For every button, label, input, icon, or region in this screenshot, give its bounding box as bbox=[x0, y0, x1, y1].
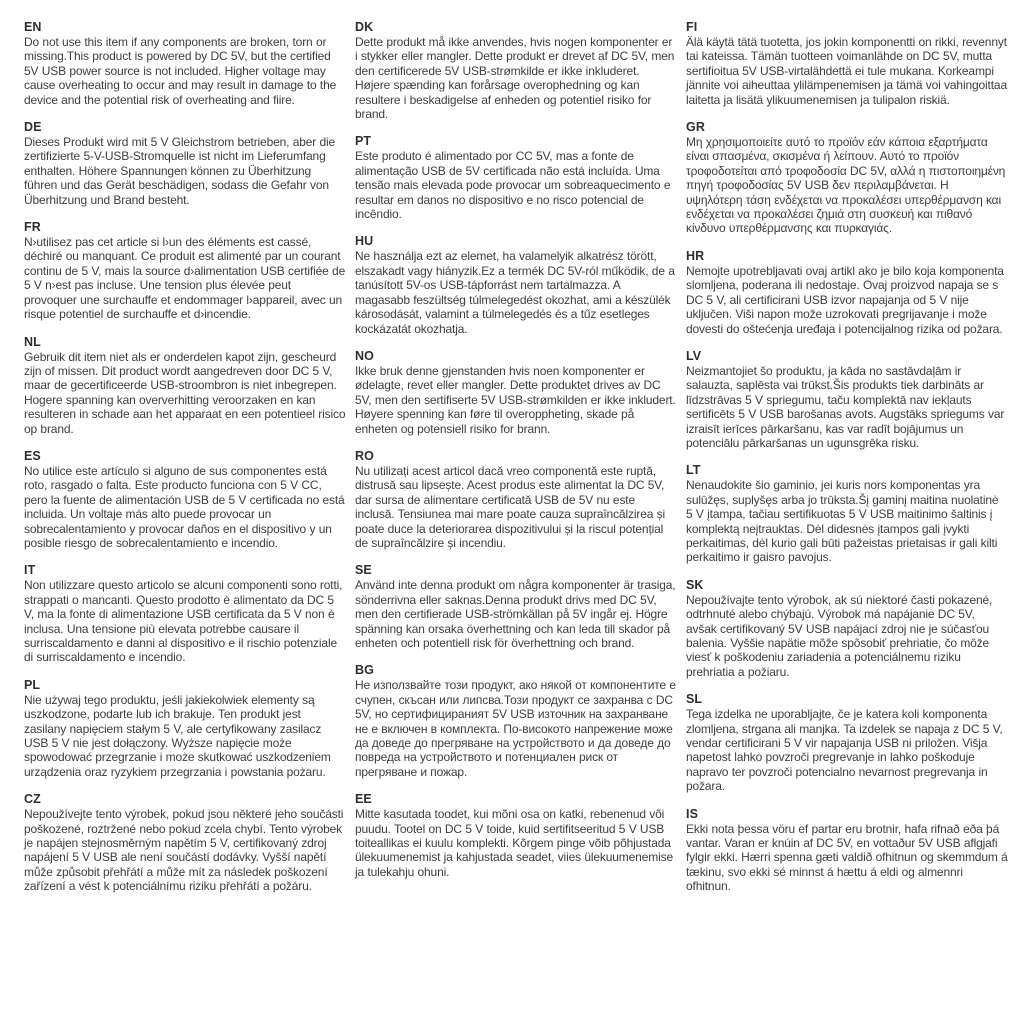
language-code-fi: FI bbox=[686, 20, 698, 34]
section-ro bbox=[355, 449, 677, 550]
section-gr bbox=[686, 120, 1008, 236]
language-code-it: IT bbox=[24, 563, 36, 578]
section-en bbox=[24, 20, 346, 107]
language-code-bg: BG bbox=[355, 663, 374, 678]
language-text-se: Använd inte denna produkt om några komponenter är trasiga, sönderrivna eller saknas.Denna produkt drivs med DC 5V, men den certifierade USB-strömkällan på 5V ingår ej. Högre spänning kan orsaka överhettning och kan leda till skador på enheten och potentiell risk för överhettning och brand. bbox=[355, 578, 676, 650]
section-nl bbox=[24, 335, 346, 436]
language-code-ee: EE bbox=[355, 792, 372, 807]
language-text-de: Dieses Produkt wird mit 5 V Gleichstrom betrieben, aber die zertifizierte 5-V-USB-Stromquelle ist nicht im Lieferumfang enthalten. Höhere Spannungen können zu Überhitzung führen und das Gerät beschädigen, sodass die Gefahr von Überhitzung und Brand besteht. bbox=[24, 135, 336, 207]
language-text-lv: Neizmantojiet šo produktu, ja kāda no sastāvdaļām ir salauzta, saplēsta vai trūkst.Šis produkts tiek darbināts ar līdzstrāvas 5 V spriegumu, taču komplektā nav iekļauts sertificēts 5 V USB barošanas avots. Augstāks spriegums var izraisīt ierīces pārkaršanu, kas var radīt bojājumus un potenciālu pārkaršanas un ugunsgrēka risku. bbox=[686, 363, 1005, 450]
language-text-fi: Älä käytä tätä tuotetta, jos jokin komponentti on rikki, revennyt tai kateissa. Tämän tuotteen voimanlähde on DC 5V, mutta sertifioitua 5V USB-virtalähdettä ei tule mukana. Korkeampi jännite voi aiheuttaa ylilämpenemisen ja tämä voi vahingoittaa laitetta ja lisätä ylikuumenemisen ja tulipalon riskiä. bbox=[686, 35, 1007, 107]
section-ee bbox=[355, 792, 677, 879]
language-code-lv: LV bbox=[686, 348, 702, 363]
language-text-sl: Tega izdelka ne uporabljajte, če je katera koli komponenta zlomljena, strgana ali manjka. Ta izdelek se napaja z DC 5 V, vendar certificirani 5 V vir napajanja USB ni priložen. Višja napetost lahko povzroči pregrevanje in lahko poškoduje napravo ter povzroči potencialno nevarnost pregrevanja in požara. bbox=[686, 707, 1003, 794]
section-se bbox=[355, 563, 677, 650]
section-pl bbox=[24, 678, 346, 779]
language-text-hr: Nemojte upotrebljavati ovaj artikl ako je bilo koja komponenta slomljena, poderana ili nedostaje. Ovaj proizvod napaja se s DC 5 V, ali certificirani USB izvor napajanja od 5 V nije uključen. Viši napon može uzrokovati pregrijavanje i može dovesti do oštećenja uređaja i potencijalnog rizika od požara. bbox=[686, 263, 1004, 336]
language-code-en: EN bbox=[24, 20, 42, 34]
language-code-fr: FR bbox=[24, 220, 41, 235]
column-2 bbox=[355, 20, 677, 1014]
language-text-bg: Не използвайте този продукт, ако някой от компонентите е счупен, скъсан или липсва.Този продукт се захранва с DC 5V, но сертифицираният 5V USB източник на захранване не е включен в комплекта. По-високото напрежение може да доведе до прегряване на устройството и да доведе до повреда на устройството и потенциален риск от прегряване и пожар. bbox=[355, 678, 676, 779]
section-sl bbox=[686, 692, 1008, 793]
language-text-is: Ekki nota þessa vöru ef partar eru brotnir, hafa rifnað eða þá vantar. Varan er knúin af DC 5V, en vottaður 5V USB aflgjafi fylgir ekki. Hærri spenna gæti valdið ofhitnun og skemmdum á tækinu, svo ekki sé minnst á hættu á eldi og almennri ofhitnun. bbox=[686, 821, 1008, 894]
language-text-pt: Este produto é alimentado por CC 5V, mas a fonte de alimentação USB de 5V certificada não está incluída. Uma tensão mais elevada pode provocar um sobreaquecimento e resultar em danos no dispositivo e no risco potencial de incêndio. bbox=[355, 149, 671, 222]
language-code-pl: PL bbox=[24, 677, 41, 692]
language-code-gr: GR bbox=[686, 120, 705, 135]
section-sk bbox=[686, 578, 1008, 679]
section-lv bbox=[686, 349, 1008, 450]
language-code-dk: DK bbox=[355, 20, 374, 34]
section-fi bbox=[686, 20, 1008, 107]
language-code-es: ES bbox=[24, 448, 41, 463]
section-hu bbox=[355, 234, 677, 335]
section-pt bbox=[355, 134, 677, 221]
section-dk bbox=[355, 20, 677, 121]
language-code-sk: SK bbox=[686, 577, 704, 592]
language-code-cz: CZ bbox=[24, 792, 41, 807]
language-code-hu: HU bbox=[355, 234, 374, 249]
language-text-gr: Μη χρησιμοποιείτε αυτό το προϊόν εάν κάποια εξαρτήματα είναι σπασμένα, σκισμένα ή λείπουν. Αυτό το προϊόν τροφοδοτείται από τροφοδοσία DC 5V, αλλά η πιστοποιημένη πηγή τροφοδοσίας 5V USB δεν περιλαμβάνεται. Η υψηλότερη τάση ενδέχεται να προκαλέσει υπερθέρμανση και ενδέχεται να προκαλέσει ζημιά στη συσκευή και πιθανό κίνδυνο υπερθέρμανσης και πυρκαγιάς. bbox=[686, 135, 1006, 236]
language-text-nl: Gebruik dit item niet als er onderdelen kapot zijn, gescheurd zijn of missen. Dit product wordt aangedreven door DC 5 V, maar de gecertificeerde USB-stroombron is niet inbegrepen. Hogere spanning kan oververhitting veroorzaken en kan resulteren in schade aan het apparaat en een potentieel risico op brand. bbox=[24, 349, 346, 436]
language-code-pt: PT bbox=[355, 134, 372, 149]
language-code-lt: LT bbox=[686, 463, 701, 478]
language-text-ee: Mitte kasutada toodet, kui mõni osa on katki, rebenenud või puudu. Tootel on DC 5 V toide, kuid sertifitseeritud 5 V USB toiteallikas ei kuulu komplekti. Kõrgem pinge võib põhjustada ülekuumenemist ja kahjustada seadet, viies ülekuumenemise ja tulekahju ohuni. bbox=[355, 807, 673, 879]
section-bg bbox=[355, 663, 677, 779]
language-text-sk: Nepoužívajte tento výrobok, ak sú niektoré časti pokazené, odtrhnuté alebo chýbajú. Výrobok má napájanie DC 5V, avšak certifikovaný 5V USB napájací zdroj nie je súčasťou balenia. Vyššie napätie môže spôsobiť prehriatie, čo môže viesť k poškodeniu zariadenia a potenciálnemu riziku prehriatia a požiaru. bbox=[686, 592, 993, 679]
language-code-ro: RO bbox=[355, 448, 374, 463]
language-code-sl: SL bbox=[686, 692, 703, 707]
column-1 bbox=[24, 20, 346, 1014]
language-text-cz: Nepoužívejte tento výrobek, pokud jsou některé jeho součásti poškozené, roztržené nebo pokud zcela chybí. Tento výrobek je napájen stejnosměrným napětím 5 V, certifikovaný zdroj napájení 5 V USB ale není součástí dodávky. Vyšší napětí může způsobit přehřátí a může mít za následek poškození zařízení a vést k potenciálnímu riziku přehřátí a požáru. bbox=[24, 807, 344, 894]
language-text-no: Ikke bruk denne gjenstanden hvis noen komponenter er ødelagte, revet eller mangler. Dette produktet drives av DC 5V, men den sertifiserte 5V USB-strømkilden er ikke inkludert. Høyere spenning kan føre til overoppheting, skade på enheten og potensiell risiko for brann. bbox=[355, 363, 676, 436]
section-it bbox=[24, 563, 346, 664]
language-code-de: DE bbox=[24, 120, 42, 135]
section-de bbox=[24, 120, 346, 207]
section-cz bbox=[24, 792, 346, 893]
language-text-dk: Dette produkt må ikke anvendes, hvis nogen komponenter er i stykker eller mangler. Dette produkt er drevet af DC 5V, men den certificerede 5V USB-strømkilde er ikke inkluderet. Højere spænding kan forårsage overophedning og kan resultere i beskadigelse af enheden og potentiel risiko for brand. bbox=[355, 35, 675, 122]
column-3 bbox=[686, 20, 1008, 1014]
language-code-hr: HR bbox=[686, 248, 705, 263]
language-text-ro: Nu utilizați acest articol dacă vreo componentă este ruptă, distrusă sau lipsește. Acest produs este alimentat la DC 5V, dar sursa de alimentare certificată USB de 5V nu este inclusă. Tensiunea mai mare poate cauza supraîncălzirea și poate duce la deteriorarea dispozitivului și la riscul potențial de supraîncălzire și incendiu. bbox=[355, 463, 665, 550]
section-hr bbox=[686, 249, 1008, 336]
language-text-hu: Ne használja ezt az elemet, ha valamelyik alkatrész törött, elszakadt vagy hiányzik.Ez a termék DC 5V-ról működik, de a tanúsított 5V-os USB-tápforrást nem tartalmazza. A magasabb feszültség túlmelegedést okozhat, ami a készülék károsodását, valamint a túlmelegedés és a tűz esetleges kockázatát okozhatja. bbox=[355, 249, 675, 336]
language-text-fr: N›utilisez pas cet article si l›un des éléments est cassé, déchiré ou manquant. Ce produit est alimenté par un courant continu de 5 V, mais la source d›alimentation USB certifiée de 5 V n›est pas incluse. Une tension plus élevée peut provoquer une surchauffe et endommager l›appareil, avec un risque potentiel de surchauffe et d›incendie. bbox=[24, 235, 346, 322]
section-es bbox=[24, 449, 346, 550]
section-no bbox=[355, 349, 677, 436]
language-code-se: SE bbox=[355, 563, 372, 578]
language-code-nl: NL bbox=[24, 334, 41, 349]
language-text-en: Do not use this item if any components are broken, torn or missing.This product is powered by DC 5V, but the certified 5V USB power source is not included. Higher voltage may cause overheating to occur and may result in damage to the device and the potential risk of overheating and fiire. bbox=[24, 35, 337, 107]
section-fr bbox=[24, 220, 346, 321]
language-text-it: Non utilizzare questo articolo se alcuni componenti sono rotti, strappati o mancanti. Questo prodotto è alimentato da DC 5 V, ma la fonte di alimentazione USB certificata da 5 V non è inclusa. Una tensione più elevata potrebbe causare il surriscaldamento e danni al dispositivo e il rischio potenziale di surriscaldamento e incendio. bbox=[24, 578, 343, 665]
language-text-lt: Nenaudokite šio gaminio, jei kuris nors komponentas yra sulūžęs, suplyšęs arba jo trūksta.Šį gaminį maitina nuolatinė 5 V įtampa, tačiau sertifikuotas 5 V USB maitinimo šaltinis į komplektą neįtrauktas. Dėl didesnės įtampos gali įvykti perkaitimas, dėl kurio gali būti pažeistas prietaisas ir gali kilti perkaitimo ir gaisro pavojus. bbox=[686, 478, 999, 565]
language-code-is: IS bbox=[686, 806, 699, 821]
language-text-pl: Nie używaj tego produktu, jeśli jakiekolwiek elementy są uszkodzone, podarte lub ich brakuje. Ten produkt jest zasilany napięciem stałym 5 V, ale certyfikowany zasilacz USB 5 V nie jest dołączony. Wyższe napięcie może spowodować przegrzanie i może skutkować uszkodzeniem urządzenia oraz ryzykiem przegrzania i powstania pożaru. bbox=[24, 692, 331, 779]
section-is bbox=[686, 807, 1008, 894]
language-text-es: No utilice este artículo si alguno de sus componentes está roto, rasgado o falta. Este producto funciona con 5 V CC, pero la fuente de alimentación USB de 5 V certificada no está incluida. Un voltaje más alto puede provocar un sobrecalentamiento y provocar daños en el dispositivo y un posible riesgo de sobrecalentamiento e incendio. bbox=[24, 463, 345, 550]
section-lt bbox=[686, 463, 1008, 564]
language-code-no: NO bbox=[355, 348, 374, 363]
